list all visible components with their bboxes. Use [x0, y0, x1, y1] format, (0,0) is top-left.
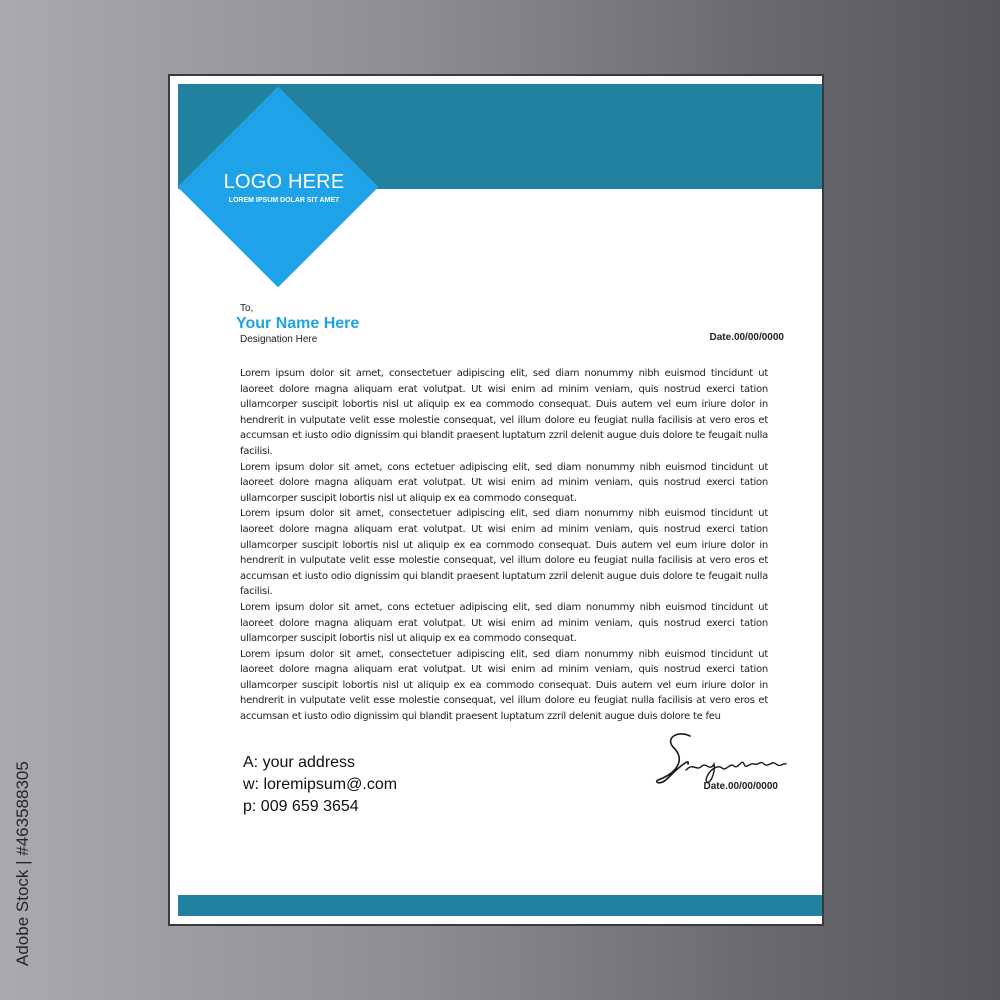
- logo-title: LOGO HERE: [223, 171, 345, 193]
- body-paragraph: Lorem ipsum dolor sit amet, consectetuer adipiscing elit, sed diam nonummy nibh euismod tincidunt ut laoreet dolore magna aliquam erat volutpat. Ut wisi enim ad minim veniam, quis nostrud exerci tation ullamcorper suscipit lobortis nisl ut aliquip ex ea commodo consequat. Duis autem vel eum iriure dolor in hendrerit in vulputate velit esse molestie consequat, vel illum dolore eu feugiat nulla facilisis at vero eros et accumsan et iusto odio dignissim qui blandit praesent luptatum zzril delenit augue duis dolore te feugait nulla facilisi.: [240, 368, 768, 457]
- recipient-name: Your Name Here: [236, 315, 360, 332]
- stock-id-watermark: [11, 758, 31, 978]
- body-paragraph: Lorem ipsum dolor sit amet, consectetuer adipiscing elit, sed diam nonummy nibh euismod tincidunt ut laoreet dolore magna aliquam erat volutpat. Ut wisi enim ad minim veniam, quis nostrud exerci tation ullamcorper suscipit lobortis nisl ut aliquip ex ea commodo consequat. Duis autem vel eum iriure dolor in hendrerit in vulputate velit esse molestie consequat, vel illum dolore eu feugiat nulla facilisis at vero eros et accumsan et iusto odio dignissim qui blandit praesent luptatum zzril delenit augue duis dolore te feugait nulla facilisi.: [240, 508, 768, 598]
- body-paragraph: Lorem ipsum dolor sit amet, consectetuer adipiscing elit, sed diam nonummy nibh euismod tincidunt ut laoreet dolore magna aliquam erat volutpat. Ut wisi enim ad minim veniam, quis nostrud exerci tation ullamcorper suscipit lobortis nisl ut aliquip ex ea commodo consequat. Duis autem vel eum iriure dolor in hendrerit in vulputate velit esse molestie consequat, vel illum dolore eu feugiat nulla facilisis at vero eros et accumsan et iusto odio dignissim qui blandit praesent luptatum zzril delenit augue duis dolore te feu: [240, 648, 768, 722]
- signature-date: Date.00/00/0000: [703, 781, 778, 792]
- logo-tagline: LOREM IPSUM DOLAR SIT AMET: [228, 197, 340, 204]
- to-label: To,: [240, 303, 254, 314]
- body-paragraph: Lorem ipsum dolor sit amet, cons ectetuer adipiscing elit, sed diam nonummy nibh euismod tincidunt ut laoreet dolore magna aliquam erat volutpat. Ut wisi enim ad minim veniam, quis nostrud exerci tation ullamcorper suscipit lobortis nisl ut aliquip ex ea commodo consequat.: [240, 601, 768, 645]
- stock-id-text: Adobe Stock | #463588305: [13, 761, 32, 966]
- contact-block: [243, 752, 397, 818]
- footer-band: [178, 895, 822, 916]
- letter-body: [240, 366, 768, 722]
- body-paragraph: Lorem ipsum dolor sit amet, cons ectetuer adipiscing elit, sed diam nonummy nibh euismod tincidunt ut laoreet dolore magna aliquam erat volutpat. Ut wisi enim ad minim veniam, quis nostrud exerci tation ullamcorper suscipit lobortis nisl ut aliquip ex ea commodo consequat.: [240, 461, 768, 504]
- contact-phone: p: 009 659 3654: [243, 798, 359, 815]
- contact-web: w: loremipsum@.com: [243, 776, 398, 793]
- letter-date: Date.00/00/0000: [709, 332, 784, 343]
- contact-address: A: your address: [243, 754, 356, 771]
- recipient-designation: Designation Here: [240, 334, 318, 345]
